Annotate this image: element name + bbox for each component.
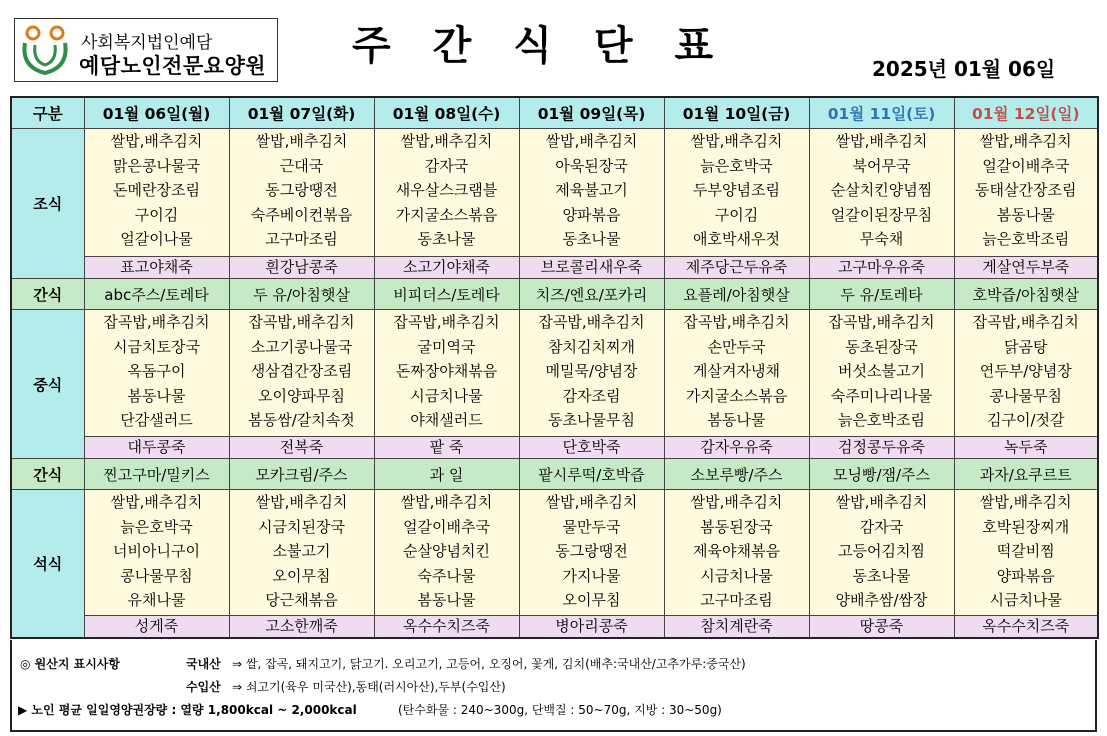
lunch-row xyxy=(11,310,1098,437)
header xyxy=(0,0,1107,90)
organization-logo-icon xyxy=(19,23,75,77)
menu-item: 봄동나물 xyxy=(996,205,1055,224)
menu-item: 단감샐러드 xyxy=(120,411,193,430)
menu-item: 시금치나물 xyxy=(410,386,483,405)
menu-item: 얼갈이나물 xyxy=(120,230,193,249)
menu-item: 봄동된장국 xyxy=(700,517,773,536)
menu-item: 봄동나물 xyxy=(417,591,476,610)
snack1-item: 두 유/아침햇살 xyxy=(229,279,374,310)
snack1-item: 호박즙/아침햇살 xyxy=(954,279,1098,310)
day-header: 01월 08일(수) xyxy=(374,97,519,129)
menu-item: 쌀밥,배추김치 xyxy=(255,132,348,150)
day-header: 01월 06일(월) xyxy=(84,97,229,129)
menu-item: 가지굴소스볶음 xyxy=(395,205,498,224)
menu-item: 김구이/젓갈 xyxy=(986,411,1065,430)
day-header: 01월 09일(목) xyxy=(519,97,664,129)
menu-item: 근대국 xyxy=(279,156,324,175)
lunch-menu-cell xyxy=(229,310,374,437)
menu-item: 쌀밥,배추김치 xyxy=(255,493,348,511)
menu-item: 쌀밥,배추김치 xyxy=(545,132,638,150)
menu-item: 쌀밥,배추김치 xyxy=(110,493,203,511)
dinner-porridge-row xyxy=(11,616,1098,639)
menu-item: 쌀밥,배추김치 xyxy=(110,132,203,150)
dinner-menu-cell xyxy=(84,490,229,616)
menu-item: 생삼겹간장조림 xyxy=(250,362,353,381)
menu-item: 제육불고기 xyxy=(555,181,628,200)
snack2-label: 간식 xyxy=(11,459,84,490)
menu-item: 새우살스크램블 xyxy=(395,181,498,200)
menu-item: 양파볶음 xyxy=(562,205,621,224)
day-header: 01월 10일(금) xyxy=(664,97,809,129)
breakfast-label: 조식 xyxy=(11,129,84,279)
menu-item: 동초나물 xyxy=(852,566,911,585)
menu-item: 시금치나물 xyxy=(700,566,773,585)
menu-item: 떡갈비찜 xyxy=(996,542,1055,561)
snack2-item: 과 일 xyxy=(374,459,519,490)
menu-item: 당근채볶음 xyxy=(265,591,338,610)
snack2-item: 소보루빵/주스 xyxy=(664,459,809,490)
menu-item: 동태살간장조림 xyxy=(975,181,1077,200)
page-title: 주간식단표 xyxy=(352,23,756,69)
breakfast-menu-cell xyxy=(954,129,1098,257)
lunch-menu-cell xyxy=(954,310,1098,437)
breakfast-menu-cell xyxy=(84,129,229,257)
dinner-menu-cell xyxy=(664,490,809,616)
menu-item: 잡곡밥,배추김치 xyxy=(248,313,355,331)
menu-item: 얼갈이배추국 xyxy=(403,517,490,536)
dinner-menu-cell xyxy=(954,490,1098,616)
dinner-row xyxy=(11,490,1098,616)
menu-item: 고구마조림 xyxy=(265,230,338,249)
menu-item: 물만두국 xyxy=(562,517,621,536)
snack2-item: 과자/요쿠르트 xyxy=(954,459,1098,490)
day-header-row xyxy=(11,97,1098,129)
import-label: 수입산 xyxy=(186,680,221,694)
lunch-porridge: 녹두죽 xyxy=(954,437,1098,459)
menu-item: 늙은호박국 xyxy=(700,156,773,175)
menu-item: 잡곡밥,배추김치 xyxy=(972,313,1079,331)
dinner-porridge: 병아리콩죽 xyxy=(519,616,664,639)
snack2-item: 찐고구마/밀키스 xyxy=(84,459,229,490)
menu-item: 늙은호박조림 xyxy=(982,230,1070,249)
lunch-porridge: 단호박죽 xyxy=(519,437,664,459)
menu-item: 양파볶음 xyxy=(996,566,1055,585)
menu-item: 동초된장국 xyxy=(845,337,918,356)
menu-item: 쌀밥,배추김치 xyxy=(400,493,493,511)
menu-item: 시금치토장국 xyxy=(113,337,200,356)
lunch-porridge: 팥 죽 xyxy=(374,437,519,459)
menu-item: 가지굴소스볶음 xyxy=(685,386,788,405)
breakfast-menu-cell xyxy=(809,129,954,257)
menu-item: 구이김 xyxy=(714,205,759,224)
menu-item: 무숙채 xyxy=(859,230,904,249)
breakfast-menu-cell xyxy=(519,129,664,257)
menu-item: 숙주베이컨볶음 xyxy=(250,205,353,224)
menu-item: 쌀밥,배추김치 xyxy=(400,132,493,150)
menu-item: 소고기콩나물국 xyxy=(250,337,353,356)
day-header: 01월 12일(일) xyxy=(954,97,1098,129)
menu-item: 봄동쌈/갈치속젓 xyxy=(248,411,355,430)
day-header: 01월 11일(토) xyxy=(809,97,954,129)
menu-item: 버섯소불고기 xyxy=(838,362,925,381)
footer-notes xyxy=(10,640,1097,732)
menu-item: 동초나물 xyxy=(562,230,621,249)
weekly-menu-table xyxy=(10,96,1099,639)
breakfast-menu-cell xyxy=(229,129,374,257)
menu-item: 아욱된장국 xyxy=(555,156,628,175)
menu-item: 감자조림 xyxy=(562,386,621,405)
menu-item: 참치김치찌개 xyxy=(548,337,635,356)
menu-item: 동초나물무침 xyxy=(548,411,635,430)
menu-item: 순살양념치킨 xyxy=(403,542,490,561)
menu-item: 쌀밥,배추김치 xyxy=(979,132,1072,150)
menu-item: 오이무침 xyxy=(562,591,621,610)
menu-item: 쌀밥,배추김치 xyxy=(690,132,783,150)
menu-item: 숙주미나리나물 xyxy=(830,386,933,405)
menu-item: 동그랑땡전 xyxy=(265,181,338,200)
breakfast-porridge: 제주당근두유죽 xyxy=(664,257,809,279)
menu-item: 얼갈이배추국 xyxy=(982,156,1070,175)
dinner-menu-cell xyxy=(374,490,519,616)
menu-item: 쌀밥,배추김치 xyxy=(690,493,783,511)
menu-item: 굴미역국 xyxy=(417,337,476,356)
menu-item: 닭곰탕 xyxy=(1004,337,1048,356)
menu-item: 북어무국 xyxy=(852,156,911,175)
dinner-menu-cell xyxy=(519,490,664,616)
snack2-item: 모카크림/주스 xyxy=(229,459,374,490)
menu-item: 애호박새우젓 xyxy=(693,230,780,249)
snack1-item: 두 유/토레타 xyxy=(809,279,954,310)
snack2-item: 팥시루떡/호박즙 xyxy=(519,459,664,490)
menu-item: 구이김 xyxy=(134,205,179,224)
lunch-menu-cell xyxy=(664,310,809,437)
menu-item: 게살겨자냉채 xyxy=(693,362,780,381)
menu-item: 동초나물 xyxy=(417,230,476,249)
menu-item: 잡곡밥,배추김치 xyxy=(393,313,500,331)
menu-item: 잡곡밥,배추김치 xyxy=(828,313,935,331)
menu-item: 쌀밥,배추김치 xyxy=(545,493,638,511)
lunch-menu-cell xyxy=(84,310,229,437)
lunch-porridge: 검정콩두유죽 xyxy=(809,437,954,459)
lunch-porridge: 감자우유죽 xyxy=(664,437,809,459)
breakfast-porridge: 소고기야채죽 xyxy=(374,257,519,279)
menu-item: 쌀밥,배추김치 xyxy=(835,132,928,150)
menu-item: 늙은호박국 xyxy=(120,517,193,536)
organization-name: 예담노인전문요양원 xyxy=(79,54,267,78)
import-text: ⇒ 쇠고기(육우 미국산),동태(러시아산),두부(수입산) xyxy=(232,680,506,694)
lunch-menu-cell xyxy=(519,310,664,437)
snack1-row xyxy=(11,279,1098,310)
menu-item: 연두부/양념장 xyxy=(979,362,1072,381)
menu-item: 얼갈이된장무침 xyxy=(830,205,933,224)
breakfast-porridge: 게살연두부죽 xyxy=(954,257,1098,279)
menu-item: 메밀묵/양념장 xyxy=(545,362,638,381)
menu-item: 동그랑땡전 xyxy=(555,542,628,561)
menu-item: 양배추쌈/쌈장 xyxy=(835,591,928,610)
menu-item: 봄동나물 xyxy=(127,386,186,405)
dinner-menu-cell xyxy=(229,490,374,616)
menu-item: 맑은콩나물국 xyxy=(113,156,200,175)
breakfast-porridge: 고구마우유죽 xyxy=(809,257,954,279)
domestic-text: ⇒ 쌀, 잡곡, 돼지고기, 닭고기. 오리고기, 고등어, 오징어, 꽃게, 김치(배추:국내산/고추가루:중국산) xyxy=(232,657,746,671)
snack1-item: 치즈/엔요/포카리 xyxy=(519,279,664,310)
menu-item: 제육야채볶음 xyxy=(693,542,780,561)
menu-item: 오이무침 xyxy=(272,566,331,585)
dinner-porridge: 고소한깨죽 xyxy=(229,616,374,639)
menu-item: 감자국 xyxy=(859,517,904,536)
breakfast-row xyxy=(11,129,1098,257)
menu-item: 돈짜장야채볶음 xyxy=(395,362,498,381)
snack1-label: 간식 xyxy=(11,279,84,310)
lunch-porridge-row xyxy=(11,437,1098,459)
menu-item: 시금치된장국 xyxy=(258,517,345,536)
snack1-item: abc주스/토레타 xyxy=(84,279,229,310)
nutrition-text: (탄수화물 : 240~300g, 단백질 : 50~70g, 지방 : 30~50g) xyxy=(398,703,722,717)
organization-subtitle: 사회복지법인예담 xyxy=(81,33,213,53)
dinner-porridge: 옥수수치즈죽 xyxy=(954,616,1098,639)
menu-item: 순살치킨양념찜 xyxy=(830,181,933,200)
breakfast-porridge: 브로콜리새우죽 xyxy=(519,257,664,279)
menu-item: 돈메란장조림 xyxy=(113,181,200,200)
menu-item: 너비아니구이 xyxy=(113,542,200,561)
menu-item: 쌀밥,배추김치 xyxy=(979,493,1072,511)
dinner-porridge: 참치계란죽 xyxy=(664,616,809,639)
dinner-porridge: 땅콩죽 xyxy=(809,616,954,639)
menu-item: 고구마조림 xyxy=(700,591,773,610)
dinner-porridge: 성게죽 xyxy=(84,616,229,639)
day-header: 01월 07일(화) xyxy=(229,97,374,129)
menu-item: 가지나물 xyxy=(562,566,621,585)
menu-item: 호박된장찌개 xyxy=(982,517,1070,536)
lunch-porridge: 전복죽 xyxy=(229,437,374,459)
menu-date: 2025년 01월 06일 xyxy=(872,57,1056,81)
dinner-label: 석식 xyxy=(11,490,84,639)
menu-item: 잡곡밥,배추김치 xyxy=(538,313,645,331)
corner-label: 구분 xyxy=(11,97,84,129)
menu-item: 숙주나물 xyxy=(417,566,476,585)
breakfast-porridge: 표고야채죽 xyxy=(84,257,229,279)
menu-item: 잡곡밥,배추김치 xyxy=(103,313,210,331)
lunch-menu-cell xyxy=(809,310,954,437)
menu-item: 봄동나물 xyxy=(707,411,766,430)
snack2-row xyxy=(11,459,1098,490)
nutrition-title: ▶ 노인 평균 일일영양권장량 : 열량 1,800kcal ~ 2,000kcal xyxy=(18,703,357,717)
snack2-item: 모닝빵/잼/주스 xyxy=(809,459,954,490)
menu-item: 야채샐러드 xyxy=(410,411,483,430)
dinner-porridge: 옥수수치즈죽 xyxy=(374,616,519,639)
origin-title: ◎ 원산지 표시사항 xyxy=(20,657,120,671)
organization-logo xyxy=(14,18,278,82)
menu-item: 잡곡밥,배추김치 xyxy=(683,313,790,331)
domestic-label: 국내산 xyxy=(186,657,221,671)
snack1-item: 비피더스/토레타 xyxy=(374,279,519,310)
menu-item: 늙은호박조림 xyxy=(838,411,925,430)
lunch-label: 중식 xyxy=(11,310,84,459)
menu-item: 시금치나물 xyxy=(989,591,1062,610)
menu-item: 두부양념조림 xyxy=(693,181,780,200)
menu-item: 옥돔구이 xyxy=(127,362,186,381)
menu-item: 콩나물무침 xyxy=(120,566,193,585)
menu-item: 오이양파무침 xyxy=(258,386,345,405)
menu-item: 쌀밥,배추김치 xyxy=(835,493,928,511)
menu-item: 손만두국 xyxy=(707,337,766,356)
breakfast-porridge: 흰강남콩죽 xyxy=(229,257,374,279)
menu-item: 감자국 xyxy=(424,156,469,175)
menu-item: 고등어김치찜 xyxy=(838,542,925,561)
breakfast-menu-cell xyxy=(374,129,519,257)
breakfast-porridge-row xyxy=(11,257,1098,279)
menu-item: 콩나물무침 xyxy=(989,386,1062,405)
dinner-menu-cell xyxy=(809,490,954,616)
lunch-menu-cell xyxy=(374,310,519,437)
lunch-porridge: 대두콩죽 xyxy=(84,437,229,459)
breakfast-menu-cell xyxy=(664,129,809,257)
menu-item: 유채나물 xyxy=(127,591,186,610)
menu-item: 소불고기 xyxy=(272,542,331,561)
snack1-item: 요플레/아침햇살 xyxy=(664,279,809,310)
